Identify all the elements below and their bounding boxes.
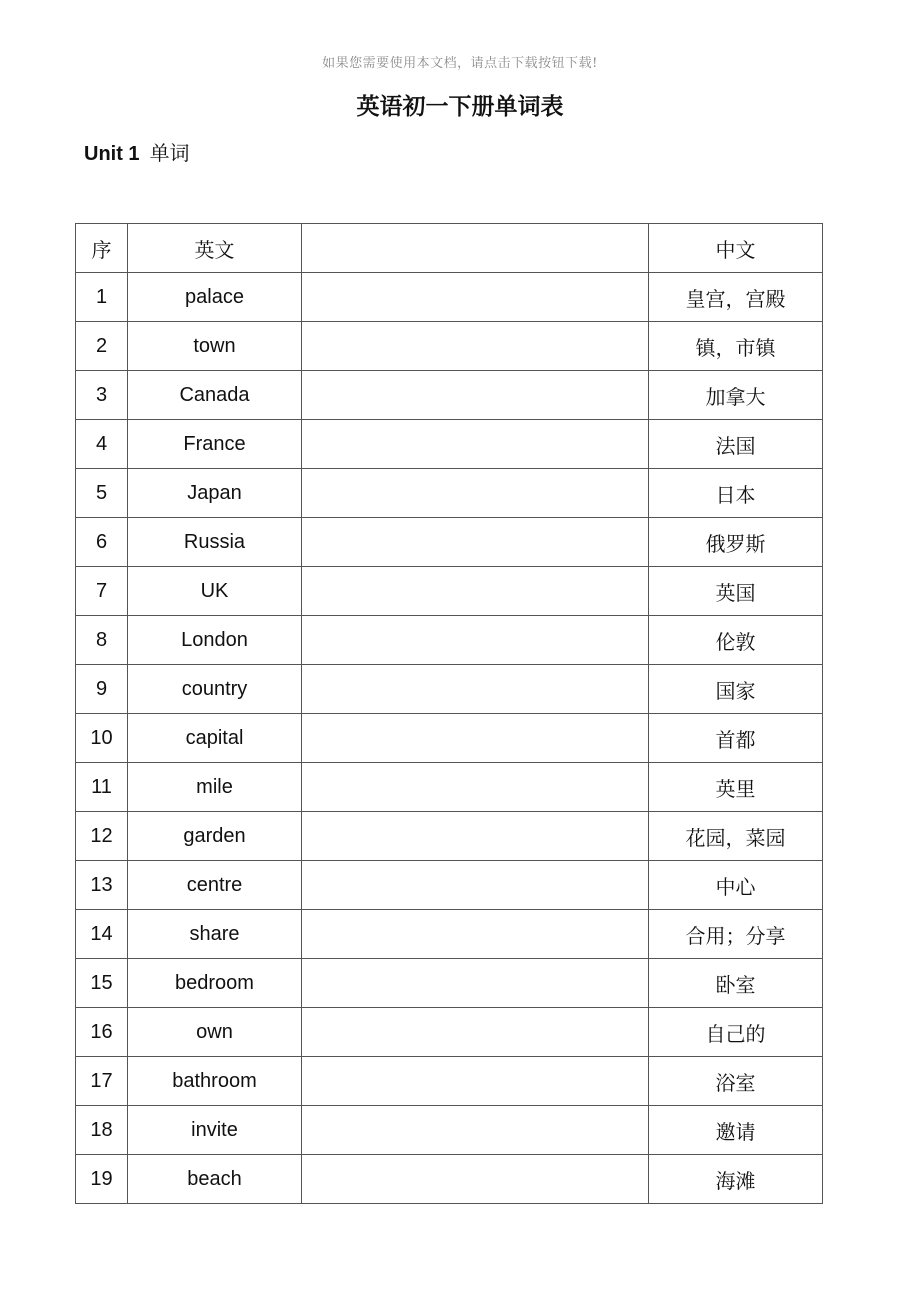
row-english-word: own (128, 1008, 302, 1057)
row-number: 18 (76, 1106, 128, 1155)
row-chinese-meaning: 日本 (649, 469, 823, 518)
table-row (76, 371, 823, 420)
row-number: 6 (76, 518, 128, 567)
row-number: 4 (76, 420, 128, 469)
row-english-word: bathroom (128, 1057, 302, 1106)
table-row (76, 322, 823, 371)
row-blank-cell (302, 1008, 649, 1057)
row-blank-cell (302, 616, 649, 665)
row-english-word: share (128, 910, 302, 959)
row-english-word: mile (128, 763, 302, 812)
row-english-word: France (128, 420, 302, 469)
row-number: 10 (76, 714, 128, 763)
row-number: 17 (76, 1057, 128, 1106)
row-chinese-meaning: 浴室 (649, 1057, 823, 1106)
row-blank-cell (302, 371, 649, 420)
row-chinese-meaning: 海滩 (649, 1155, 823, 1204)
row-chinese-meaning: 自己的 (649, 1008, 823, 1057)
row-english-word: centre (128, 861, 302, 910)
row-blank-cell (302, 322, 649, 371)
row-chinese-meaning: 合用；分享 (649, 910, 823, 959)
table-body (76, 273, 823, 1204)
row-blank-cell (302, 1106, 649, 1155)
row-blank-cell (302, 469, 649, 518)
row-number: 12 (76, 812, 128, 861)
row-chinese-meaning: 中心 (649, 861, 823, 910)
table-row (76, 567, 823, 616)
row-english-word: palace (128, 273, 302, 322)
row-english-word: London (128, 616, 302, 665)
row-blank-cell (302, 420, 649, 469)
row-number: 1 (76, 273, 128, 322)
row-number: 9 (76, 665, 128, 714)
row-chinese-meaning: 皇宫，宫殿 (649, 273, 823, 322)
row-english-word: Russia (128, 518, 302, 567)
row-chinese-meaning: 花园，菜园 (649, 812, 823, 861)
row-number: 15 (76, 959, 128, 1008)
row-number: 3 (76, 371, 128, 420)
row-blank-cell (302, 665, 649, 714)
row-blank-cell (302, 763, 649, 812)
row-blank-cell (302, 910, 649, 959)
table-row (76, 1008, 823, 1057)
row-chinese-meaning: 伦敦 (649, 616, 823, 665)
row-number: 14 (76, 910, 128, 959)
row-chinese-meaning: 首都 (649, 714, 823, 763)
row-number: 16 (76, 1008, 128, 1057)
table-header-row (76, 224, 823, 273)
unit-heading (84, 137, 190, 166)
row-blank-cell (302, 567, 649, 616)
table-row (76, 959, 823, 1008)
row-english-word: garden (128, 812, 302, 861)
row-english-word: capital (128, 714, 302, 763)
row-blank-cell (302, 518, 649, 567)
row-chinese-meaning: 卧室 (649, 959, 823, 1008)
page-title: 英语初一下册单词表 (356, 93, 564, 120)
table-row (76, 1057, 823, 1106)
row-english-word: UK (128, 567, 302, 616)
unit-label: Unit 1 (84, 143, 140, 165)
table-row (76, 763, 823, 812)
row-chinese-meaning: 俄罗斯 (649, 518, 823, 567)
row-english-word: invite (128, 1106, 302, 1155)
table-row (76, 861, 823, 910)
row-blank-cell (302, 273, 649, 322)
row-chinese-meaning: 法国 (649, 420, 823, 469)
row-chinese-meaning: 加拿大 (649, 371, 823, 420)
header-number: 序 (76, 224, 128, 273)
row-chinese-meaning: 邀请 (649, 1106, 823, 1155)
row-number: 2 (76, 322, 128, 371)
table-row (76, 518, 823, 567)
download-watermark: 如果您需要使用本文档，请点击下载按钮下载! (322, 56, 598, 71)
table-row (76, 1155, 823, 1204)
row-number: 8 (76, 616, 128, 665)
row-number: 19 (76, 1155, 128, 1204)
unit-suffix: 单词 (149, 141, 190, 165)
row-blank-cell (302, 1155, 649, 1204)
row-english-word: Japan (128, 469, 302, 518)
row-chinese-meaning: 英里 (649, 763, 823, 812)
table-row (76, 910, 823, 959)
table-row (76, 273, 823, 322)
table-row (76, 420, 823, 469)
table-row (76, 1106, 823, 1155)
row-english-word: bedroom (128, 959, 302, 1008)
vocabulary-table (75, 223, 823, 1204)
table-row (76, 616, 823, 665)
row-blank-cell (302, 812, 649, 861)
header-english: 英文 (128, 224, 302, 273)
row-english-word: Canada (128, 371, 302, 420)
header-chinese: 中文 (649, 224, 823, 273)
row-chinese-meaning: 镇，市镇 (649, 322, 823, 371)
row-blank-cell (302, 861, 649, 910)
table-row (76, 812, 823, 861)
row-blank-cell (302, 1057, 649, 1106)
header-blank (302, 224, 649, 273)
row-blank-cell (302, 959, 649, 1008)
row-number: 7 (76, 567, 128, 616)
table-row (76, 469, 823, 518)
row-number: 11 (76, 763, 128, 812)
row-english-word: country (128, 665, 302, 714)
table-row (76, 665, 823, 714)
row-chinese-meaning: 英国 (649, 567, 823, 616)
row-number: 13 (76, 861, 128, 910)
row-chinese-meaning: 国家 (649, 665, 823, 714)
row-number: 5 (76, 469, 128, 518)
row-blank-cell (302, 714, 649, 763)
row-english-word: beach (128, 1155, 302, 1204)
row-english-word: town (128, 322, 302, 371)
table-row (76, 714, 823, 763)
